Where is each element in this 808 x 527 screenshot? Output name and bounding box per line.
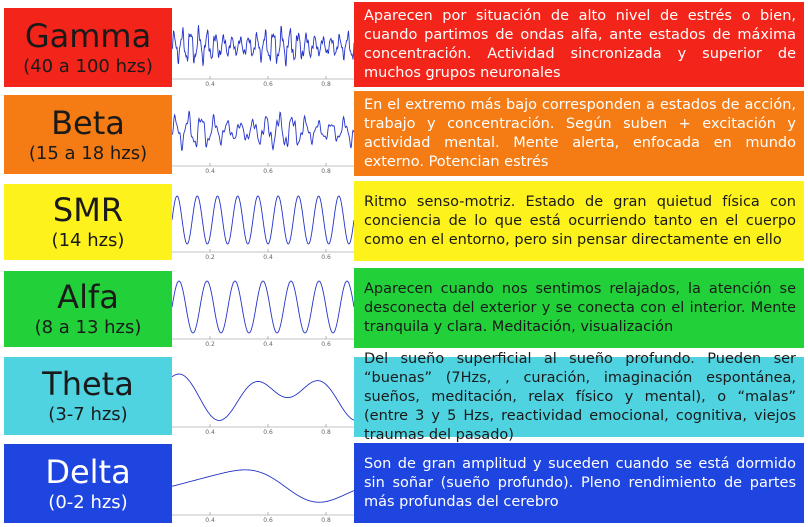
label-delta (4, 444, 172, 523)
wave-line (172, 281, 354, 333)
wave-name: Alfa (57, 278, 119, 316)
axis-tick-label: 0.6 (263, 517, 273, 523)
label-gamma (4, 8, 172, 87)
wave-range: (15 a 18 hzs) (28, 142, 148, 164)
description-text: Aparecen cuando nos sentimos relajados, la atención se desconecta del exterior y se conecta con el interior. Mente tranquila y clara. Meditación, visualización (364, 280, 796, 335)
description-beta (354, 91, 804, 176)
label-beta (4, 95, 172, 174)
axis-tick-label: 0.6 (263, 168, 273, 174)
waveform-gamma (172, 8, 354, 87)
wave-name: Theta (42, 365, 134, 403)
wave-range: (14 hzs) (51, 230, 125, 251)
wave-name: Beta (51, 103, 125, 142)
axis-tick-label: 0.6 (263, 81, 273, 87)
description-text: Del sueño superficial al sueño profundo. Pueden ser “buenas” (7Hzs, , curación, imaginación espontánea, sueños, meditación, relax físico y mental), o “malas” (entre 3 y 5 Hzs, reactividad emocional, cognitiva, viejos traumas del pasado) (364, 350, 796, 443)
axis-tick-label: 0.8 (321, 517, 331, 523)
axis-tick-label: 0.4 (205, 429, 215, 435)
label-theta (4, 357, 172, 435)
waveform-beta (172, 95, 354, 174)
axis-tick-label: 0.6 (321, 254, 331, 260)
wave-line (172, 196, 354, 244)
description-text: En el extremo más bajo corresponden a estados de acción, trabajo y concentración. Según suben + excitación y actividad mental. Mente alerta, enfocada en mundo externo. Potencian estrés (364, 96, 796, 170)
description-text: Son de gran amplitud y suceden cuando se está dormido sin soñar (sueño profundo). Pleno rendimiento de partes más profundas del cerebro (364, 455, 796, 510)
axis-tick-label: 0.4 (205, 168, 215, 174)
description-smr (354, 181, 804, 261)
axis-tick-label: 0.6 (263, 429, 273, 435)
axis-tick-label: 0.8 (321, 168, 331, 174)
wave-range: (8 a 13 hzs) (34, 317, 142, 338)
axis-tick-label: 0.4 (263, 254, 273, 260)
axis-tick-label: 0.2 (205, 341, 215, 347)
label-alfa (4, 271, 172, 347)
wave-line (172, 25, 354, 66)
axis-tick-label: 0.4 (205, 517, 215, 523)
axis-tick-label: 0.2 (205, 254, 215, 260)
waveform-alfa (172, 271, 354, 347)
description-delta (354, 443, 804, 523)
description-alfa (354, 268, 804, 348)
wave-range: (0-2 hzs) (48, 491, 128, 513)
wave-range: (3-7 hzs) (48, 404, 128, 425)
waveform-theta (172, 357, 354, 435)
wave-line (172, 112, 354, 151)
description-text: Ritmo senso-motriz. Estado de gran quietud física con conciencia de lo que está ocurriendo tanto en el cuerpo como en el entorno, pero sin pensar directamente en ello (364, 193, 796, 248)
axis-tick-label: 0.8 (321, 429, 331, 435)
wave-name: Gamma (24, 16, 152, 55)
wave-range: (40 a 100 hzs) (23, 55, 153, 77)
waveform-smr (172, 184, 354, 260)
wave-line (172, 470, 354, 503)
wave-line (172, 374, 354, 420)
waveform-delta (172, 444, 354, 523)
wave-name: Delta (45, 452, 131, 491)
description-text: Aparecen por situación de alto nivel de estrés o bien, cuando partimos de ondas alfa, ante estados de máxima concentración. Actividad sincronizada y superior de muchos grupos neuronales (364, 7, 796, 81)
axis-tick-label: 0.8 (321, 81, 331, 87)
label-smr (4, 184, 172, 260)
description-gamma (354, 2, 804, 87)
axis-tick-label: 0.4 (205, 81, 215, 87)
description-theta (354, 350, 804, 443)
axis-tick-label: 0.6 (321, 341, 331, 347)
axis-tick-label: 0.4 (263, 341, 273, 347)
wave-name: SMR (52, 191, 124, 229)
